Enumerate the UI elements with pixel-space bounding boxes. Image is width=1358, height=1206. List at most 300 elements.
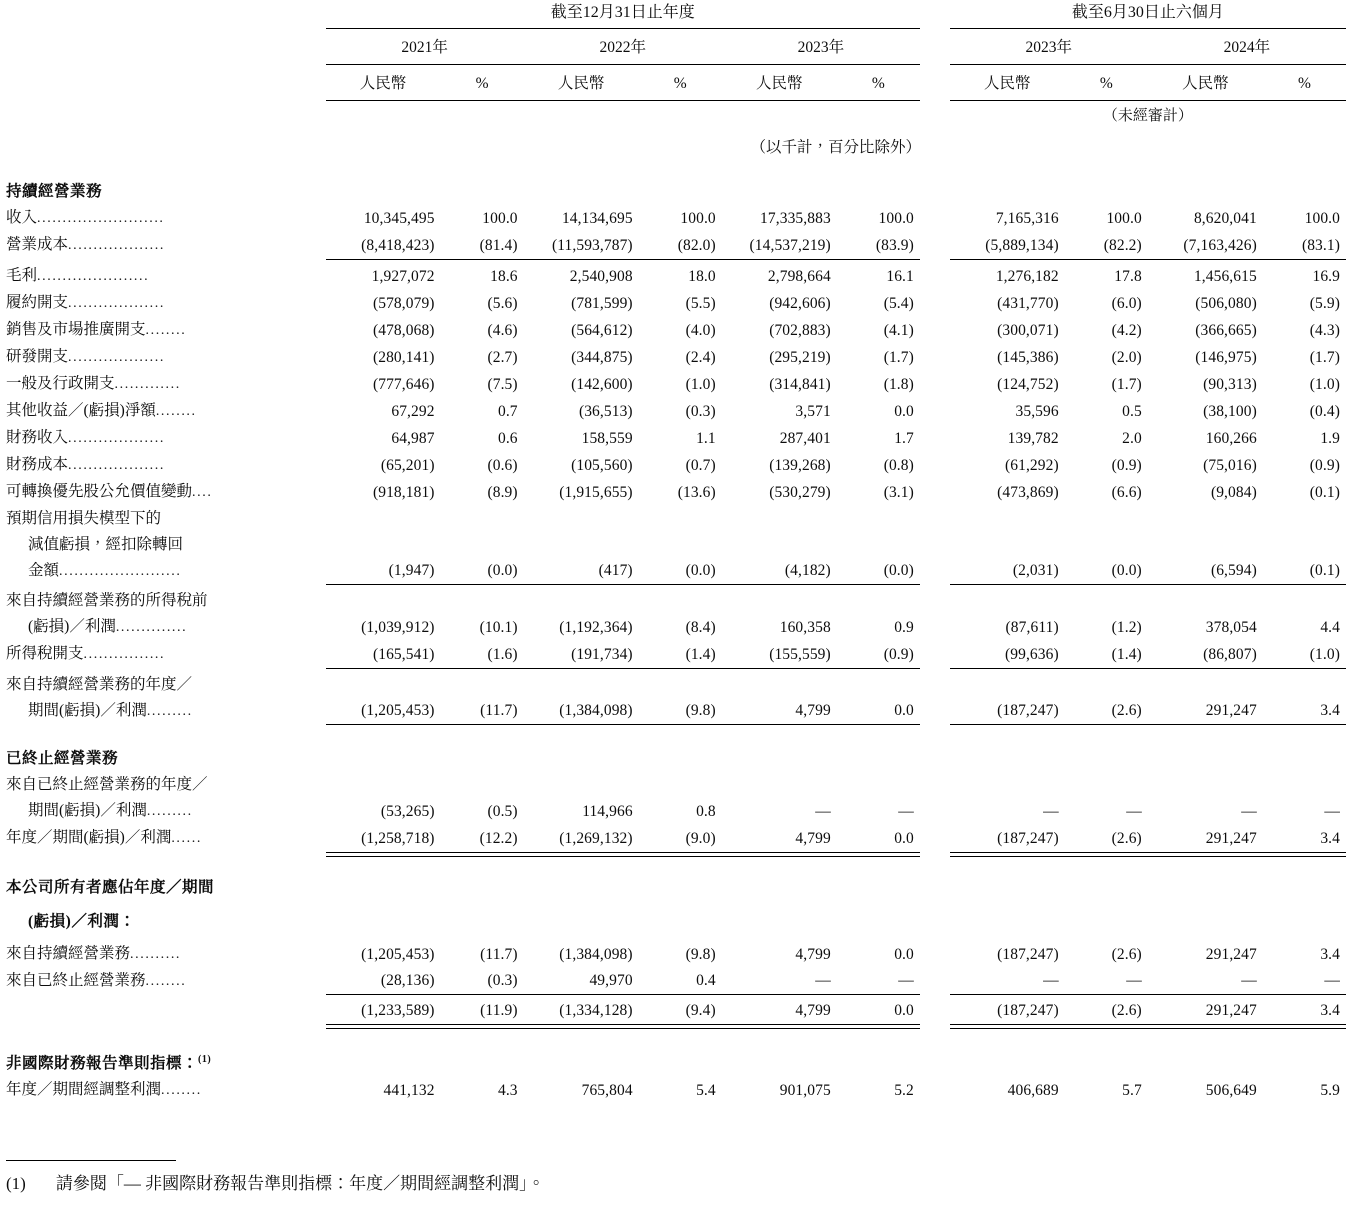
- cell: 139,782: [1007, 429, 1059, 447]
- cell: (146,975): [1195, 348, 1257, 366]
- unaudited-row: [6, 101, 1346, 130]
- cell: 10,345,495: [363, 210, 435, 227]
- section-nonifrs-row: [6, 1039, 1346, 1077]
- cell: 1,927,072: [371, 267, 435, 285]
- cell: (105,560): [571, 456, 633, 474]
- cell: (2,031): [1012, 562, 1059, 579]
- cell: (0.0): [1111, 562, 1142, 579]
- cell: (65,201): [380, 456, 435, 474]
- cell: (83.9): [875, 236, 914, 254]
- cell: 287,401: [779, 429, 831, 447]
- cell: 0.0: [894, 402, 914, 420]
- cell: (36,513): [578, 402, 633, 420]
- cell: (11.7): [480, 945, 518, 963]
- cell: (38,100): [1203, 402, 1257, 420]
- cell: (564,612): [571, 321, 633, 339]
- cell: 49,970: [589, 972, 633, 989]
- cell: (5.9): [1309, 294, 1340, 312]
- row-label-gross-profit: 毛利......................: [6, 266, 150, 284]
- cell: 291,247: [1205, 829, 1257, 847]
- table-row: [6, 232, 1346, 259]
- header-halfyear-2023: 2023年: [950, 35, 1148, 65]
- cell: (1,947): [388, 562, 435, 579]
- row-label-revenue: 收入.........................: [6, 209, 165, 226]
- cell: (1,334,128): [559, 1002, 633, 1019]
- footnote-separator: [6, 1160, 176, 1161]
- cell: (1.0): [685, 375, 716, 393]
- cell: 100.0: [482, 210, 518, 227]
- row-label-owners-discontinued: 來自已終止經營業務........: [6, 971, 187, 989]
- cell: 2.0: [1122, 429, 1142, 447]
- cell: (87,611): [1005, 619, 1059, 636]
- cell: —: [1241, 972, 1257, 989]
- header-currency-h2024: 人民幣: [1148, 71, 1263, 101]
- cell: 0.6: [497, 429, 518, 447]
- cell: (1,258,718): [361, 829, 435, 847]
- spacer: [6, 1029, 1346, 1040]
- section-discontinued-row: [6, 738, 1346, 772]
- cell: (295,219): [769, 348, 831, 366]
- row-label-admin: 一般及行政開支.............: [6, 374, 181, 392]
- cell: (0.9): [1111, 456, 1142, 474]
- cell: (5,889,134): [985, 236, 1059, 254]
- cell: —: [1324, 972, 1340, 989]
- cell: (1.0): [1309, 375, 1340, 393]
- cell: 3.4: [1320, 702, 1340, 719]
- section-continuing-row: [6, 171, 1346, 205]
- cell: 5.4: [696, 1082, 716, 1100]
- cell: (0.3): [685, 402, 716, 420]
- table-row: [6, 825, 1346, 852]
- cell: (300,071): [997, 321, 1059, 339]
- cell: (187,247): [997, 945, 1059, 963]
- cell: 291,247: [1205, 702, 1257, 719]
- table-row: [6, 532, 1346, 558]
- footnote: [6, 1160, 1346, 1197]
- header-currency-h2023: 人民幣: [950, 71, 1065, 101]
- header-year-row: [6, 35, 1346, 65]
- cell: (14,537,219): [749, 236, 831, 254]
- cell: (7,163,426): [1183, 236, 1257, 254]
- cell: (0.0): [487, 562, 518, 579]
- header-year-2022: 2022年: [524, 35, 722, 65]
- cell: (4.1): [883, 321, 914, 339]
- section-discontinued-title: 已終止經營業務: [6, 750, 119, 767]
- cell: (82.0): [677, 236, 716, 254]
- header-gap-3: [920, 71, 950, 101]
- cell: (7.5): [487, 375, 518, 393]
- cell: (431,770): [997, 294, 1059, 312]
- cell: (1.8): [883, 375, 914, 393]
- cell: (1.7): [1309, 348, 1340, 366]
- cell: (3.1): [883, 483, 914, 501]
- row-label-other-gains: 其他收益／(虧損)淨額........: [6, 401, 197, 419]
- header-gap-2: [920, 35, 950, 65]
- cell: 4,799: [795, 702, 831, 719]
- cell: 100.0: [878, 210, 914, 227]
- cell: 901,075: [779, 1082, 831, 1100]
- cell: (0.1): [1309, 483, 1340, 501]
- cell: (1.4): [1111, 645, 1142, 663]
- table-row: [6, 698, 1346, 725]
- cell: (8,418,423): [361, 236, 435, 254]
- cell: (8.9): [487, 483, 518, 501]
- table-row: [6, 425, 1346, 452]
- table-row: [6, 772, 1346, 798]
- cell: 14,134,695: [561, 210, 633, 227]
- cell: (61,292): [1004, 456, 1059, 474]
- cell: (5.4): [883, 294, 914, 312]
- cell: (2.0): [1111, 348, 1142, 366]
- cell: (2.6): [1111, 1002, 1142, 1019]
- cell: 0.0: [894, 829, 914, 847]
- row-label-fulfilment: 履約開支...................: [6, 293, 165, 311]
- table-row: [6, 1077, 1346, 1104]
- cell: 114,966: [582, 803, 633, 820]
- cell: (1,915,655): [559, 483, 633, 501]
- cell: (6.0): [1111, 294, 1142, 312]
- cell: (11,593,787): [551, 236, 633, 254]
- section-nonifrs-title: 非國際財務報告準則指標：$^{(1)}$: [6, 1054, 212, 1073]
- cell: (10.1): [479, 619, 518, 636]
- header-percent-2023: %: [837, 71, 920, 101]
- cell: 1.1: [696, 429, 716, 447]
- cell: (314,841): [769, 375, 831, 393]
- cell: (155,559): [769, 645, 831, 663]
- table-row: [6, 398, 1346, 425]
- table-row: [6, 205, 1346, 232]
- table-row: [6, 588, 1346, 614]
- cell: 0.7: [497, 402, 518, 420]
- cell: (578,079): [372, 294, 435, 312]
- table-row: [6, 344, 1346, 371]
- cell: (191,734): [571, 645, 633, 663]
- cell: (75,016): [1203, 456, 1257, 474]
- header-blank-3: [6, 71, 326, 101]
- cell: (1.6): [487, 645, 518, 663]
- cell: (1.7): [883, 348, 914, 366]
- cell: (1,205,453): [361, 945, 435, 963]
- row-label-finance-income: 財務收入...................: [6, 428, 165, 446]
- header-gap: [920, 0, 950, 29]
- cell: 4,799: [795, 1002, 831, 1019]
- cell: 17.8: [1114, 267, 1142, 285]
- cell: 3.4: [1320, 829, 1340, 847]
- table-row: [6, 867, 1346, 901]
- row-label-income-tax: 所得稅開支................: [6, 645, 166, 662]
- cell: (4.3): [1309, 321, 1340, 339]
- table-row: [6, 968, 1346, 995]
- cell: (1,192,364): [559, 619, 633, 636]
- cell: (9.0): [685, 829, 716, 847]
- cell: 0.8: [696, 803, 716, 820]
- cell: 4.4: [1320, 619, 1340, 636]
- cell: 291,247: [1205, 945, 1257, 963]
- cell: (1,269,132): [559, 829, 633, 847]
- header-currency-2021: 人民幣: [326, 71, 441, 101]
- cell: —: [1043, 803, 1059, 820]
- cell: (0.0): [685, 562, 716, 579]
- cell: 441,132: [383, 1082, 435, 1100]
- cell: (1.7): [1111, 375, 1142, 393]
- cell: (1.4): [685, 645, 716, 663]
- cell: 406,689: [1007, 1082, 1059, 1100]
- cell: (9,084): [1210, 483, 1257, 501]
- cell: (1,233,589): [361, 1002, 435, 1019]
- header-halfyear-2024: 2024年: [1148, 35, 1346, 65]
- cell: (0.9): [1309, 456, 1340, 474]
- footnote-marker: (1): [198, 1054, 212, 1065]
- row-label-discontinued-line2: 期間(虧損)／利潤.........: [28, 802, 193, 819]
- cell: 3.4: [1320, 945, 1340, 963]
- cell: 18.6: [490, 267, 518, 285]
- cell: 2,540,908: [569, 267, 633, 285]
- header-percent-2021: %: [441, 71, 524, 101]
- cell: —: [1241, 803, 1257, 820]
- cell: (9.8): [685, 702, 716, 719]
- cell: (11.9): [480, 1002, 518, 1019]
- row-label-ecl-line1: 預期信用損失模型下的: [6, 509, 162, 527]
- cell: 3,571: [795, 402, 831, 420]
- cell: (11.7): [480, 702, 518, 719]
- cell: (0.6): [487, 456, 518, 474]
- cell: (187,247): [997, 702, 1059, 719]
- row-label-discontinued-line1: 來自已終止經營業務的年度／: [6, 776, 208, 793]
- header-years-label: 截至12月31日止年度: [326, 0, 920, 29]
- cell: (473,869): [997, 483, 1059, 501]
- cell: —: [1043, 972, 1059, 989]
- row-label-pretax-line1: 來自持續經營業務的所得稅前: [6, 592, 208, 609]
- cell: —: [815, 972, 831, 989]
- cell: (81.4): [479, 236, 518, 254]
- row-label-owners-total: [6, 998, 326, 1025]
- table-row: [6, 479, 1346, 506]
- cell: 1.7: [894, 429, 914, 447]
- cell: (99,636): [1004, 645, 1059, 663]
- row-label-finance-cost: 財務成本...................: [6, 455, 165, 473]
- cell: (12.2): [479, 829, 518, 847]
- cell: (2.6): [1111, 702, 1142, 719]
- cell: (417): [598, 562, 633, 579]
- units-note: （以千計，百分比除外）: [750, 139, 922, 156]
- cell: 0.0: [894, 945, 914, 963]
- table-row: [6, 998, 1346, 1025]
- cell: 1,456,615: [1193, 267, 1257, 285]
- cell: (0.3): [487, 972, 518, 989]
- cell: (4,182): [784, 562, 831, 579]
- cell: (0.4): [1309, 402, 1340, 420]
- table-row: [6, 614, 1346, 641]
- cell: 0.4: [696, 972, 716, 989]
- cell: (139,268): [769, 456, 831, 474]
- cell: 0.0: [894, 702, 914, 719]
- cell: (2.7): [487, 348, 518, 366]
- cell: 64,987: [391, 429, 435, 447]
- cell: (781,599): [571, 294, 633, 312]
- row-label-continuing-profit-line2: 期間(虧損)／利潤.........: [28, 701, 193, 719]
- cell: (142,600): [571, 375, 633, 393]
- header-group-row: [6, 0, 1346, 29]
- cell: (145,386): [997, 348, 1059, 366]
- cell: (1,205,453): [361, 702, 435, 719]
- header-halfyear-label: 截至6月30日止六個月: [950, 0, 1346, 29]
- header-blank: [6, 0, 326, 29]
- cell: 4.3: [497, 1082, 518, 1100]
- cell: (0.0): [883, 562, 914, 579]
- cell: (165,541): [372, 645, 435, 663]
- cell: 18.0: [688, 267, 716, 285]
- cell: 16.1: [886, 267, 914, 285]
- row-label-sales-marketing: 銷售及市場推廣開支........: [6, 320, 187, 338]
- cell: (0.9): [883, 645, 914, 663]
- section-continuing-title: 持續經營業務: [6, 183, 103, 200]
- cell: (280,141): [372, 348, 435, 366]
- header-percent-h2023: %: [1065, 71, 1148, 101]
- table-row: [6, 941, 1346, 968]
- cell: (1,384,098): [559, 702, 633, 719]
- cell: (83.1): [1301, 236, 1340, 254]
- cell: (4.2): [1111, 321, 1142, 339]
- cell: 1.9: [1320, 429, 1340, 447]
- cell: (4.6): [487, 321, 518, 339]
- table-row: [6, 672, 1346, 698]
- cell: —: [1126, 972, 1142, 989]
- units-blank: [6, 129, 326, 171]
- cell: (187,247): [997, 1002, 1059, 1019]
- spacer: [6, 856, 1346, 867]
- cell: 0.0: [894, 1002, 914, 1019]
- cell: (8.4): [685, 619, 716, 636]
- cell: (702,883): [769, 321, 831, 339]
- cell: (6.6): [1111, 483, 1142, 501]
- cell: (86,807): [1203, 645, 1257, 663]
- cell: (5.6): [487, 294, 518, 312]
- table-row: [6, 371, 1346, 398]
- section-owners-line1: 本公司所有者應佔年度／期間: [6, 878, 215, 896]
- cell: (1,384,098): [559, 945, 633, 963]
- header-currency-2022: 人民幣: [524, 71, 639, 101]
- footnote-number: (1): [6, 1173, 26, 1193]
- cell: 100.0: [1106, 210, 1142, 227]
- header-year-2021: 2021年: [326, 35, 524, 65]
- cell: 5.2: [894, 1082, 914, 1100]
- cell: 0.9: [894, 619, 914, 636]
- header-unit-row: [6, 71, 1346, 101]
- cell: (0.1): [1309, 562, 1340, 579]
- cell: —: [1324, 803, 1340, 820]
- unaudited-label: （未經審計）: [1102, 108, 1193, 124]
- header-year-2023: 2023年: [722, 35, 920, 65]
- cell: 2,798,664: [767, 267, 831, 285]
- cell: (942,606): [769, 294, 831, 312]
- cell: 506,649: [1205, 1082, 1257, 1100]
- cell: 16.9: [1312, 267, 1340, 285]
- financial-summary-table: [6, 0, 1346, 1104]
- units-row: [6, 129, 1346, 171]
- table-row: [6, 263, 1346, 290]
- cell: 67,292: [391, 402, 435, 420]
- cell: (506,080): [1195, 294, 1257, 312]
- unaudited-blank: [6, 101, 950, 130]
- cell: (13.6): [677, 483, 716, 501]
- cell: (2.6): [1111, 945, 1142, 963]
- header-blank-2: [6, 35, 326, 65]
- row-label-ecl-line2: 減值虧損，經扣除轉回: [28, 535, 184, 553]
- cell: —: [815, 803, 831, 820]
- cell: 3.4: [1320, 1002, 1340, 1019]
- cell: 100.0: [1304, 210, 1340, 227]
- cell: —: [898, 803, 914, 820]
- cell: (1.2): [1111, 619, 1142, 636]
- table-row: [6, 290, 1346, 317]
- row-label-owners-continuing: 來自持續經營業務..........: [6, 944, 182, 962]
- section-owners-line2: (虧損)／利潤：: [28, 912, 136, 930]
- cell: (366,665): [1195, 321, 1257, 339]
- cell: 378,054: [1205, 619, 1257, 636]
- cell: (1.0): [1309, 645, 1340, 663]
- cell: (2.4): [685, 348, 716, 366]
- cell: 1,276,182: [995, 267, 1059, 285]
- cell: 0.5: [1122, 402, 1142, 420]
- cell: 160,358: [779, 619, 831, 636]
- row-label-total-profit: 年度／期間(虧損)／利潤......: [6, 829, 202, 846]
- cell: (918,181): [372, 483, 435, 501]
- table-row: [6, 317, 1346, 344]
- cell: (9.4): [685, 1002, 716, 1019]
- table-row: [6, 558, 1346, 585]
- table-row: [6, 641, 1346, 668]
- cell: 5.7: [1122, 1082, 1142, 1100]
- cell: (82.2): [1103, 236, 1142, 254]
- cell: 4,799: [795, 829, 831, 847]
- table-row: [6, 506, 1346, 532]
- cell: (28,136): [380, 972, 435, 989]
- row-label-pref-shares-fv: 可轉換優先股公允價值變動....: [6, 482, 213, 500]
- cell: 4,799: [795, 945, 831, 963]
- row-label-ecl-line3: 金額........................: [28, 561, 182, 579]
- spacer: [6, 728, 1346, 738]
- cell: (6,594): [1210, 562, 1257, 579]
- cell: (344,875): [571, 348, 633, 366]
- cell: (5.5): [685, 294, 716, 312]
- cell: 160,266: [1205, 429, 1257, 447]
- table-row: [6, 452, 1346, 479]
- cell: 35,596: [1015, 402, 1059, 420]
- cell: —: [1126, 803, 1142, 820]
- table-row: [6, 901, 1346, 935]
- cell: —: [898, 972, 914, 989]
- cell: 291,247: [1205, 1002, 1257, 1019]
- cell: 158,559: [581, 429, 633, 447]
- cell: (124,752): [997, 375, 1059, 393]
- header-percent-2022: %: [639, 71, 722, 101]
- cell: (1,039,912): [361, 619, 435, 636]
- row-label-pretax-line2: (虧損)／利潤..............: [28, 618, 188, 635]
- cell: (478,068): [372, 321, 435, 339]
- header-currency-2023: 人民幣: [722, 71, 837, 101]
- cell: (0.8): [883, 456, 914, 474]
- cell: 5.9: [1320, 1082, 1340, 1100]
- footnote-body: 請參閱「— 非國際財務報告準則指標：年度／期間經調整利潤」。: [55, 1173, 545, 1193]
- cell: (53,265): [380, 803, 435, 820]
- table-row: [6, 798, 1346, 825]
- cell: 100.0: [680, 210, 716, 227]
- cell: (777,646): [372, 375, 435, 393]
- row-label-adjusted-profit: 年度／期間經調整利潤........: [6, 1081, 202, 1099]
- cell: (4.0): [685, 321, 716, 339]
- cell: (0.5): [487, 803, 518, 820]
- cell: (90,313): [1203, 375, 1257, 393]
